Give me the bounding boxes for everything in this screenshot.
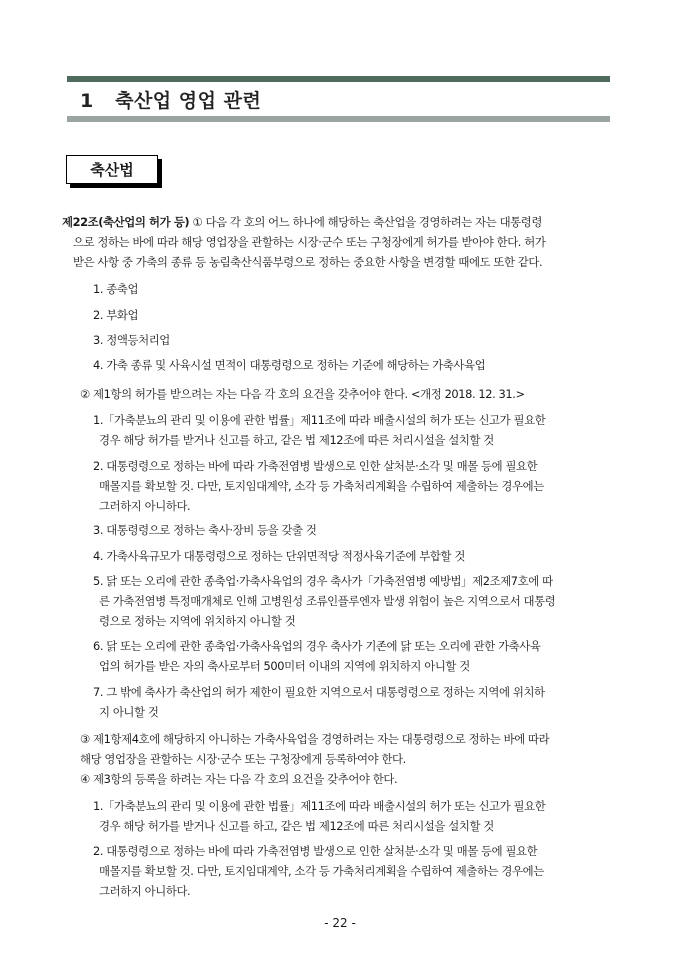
- p2-item-2-line-1: 2. 대통령령으로 정하는 바에 따라 가축전염병 발생으로 인한 살처분·소각 및 매몰 등에 필요한: [93, 459, 538, 473]
- header-rule-dark: [67, 76, 610, 82]
- p2-item-2-line-2: 매몰지를 확보할 것. 다만, 토지임대계약, 소각 등 가축처리계획을 수립하여 제출하는 경우에는: [99, 479, 544, 493]
- article-p1-line-2: 으로 정하는 바에 따라 해당 영업장을 관할하는 시장·군수 또는 구청장에게 허가를 받아야 한다. 허가: [73, 235, 546, 249]
- page-number: - 22 -: [324, 916, 356, 930]
- p2-item-4: 4. 가축사육규모가 대통령령으로 정하는 단위면적당 적정사육기준에 부합할 것: [93, 549, 465, 563]
- article-p3-line-2: 해당 영업장을 관할하는 시장·군수 또는 구청장에게 등록하여야 한다.: [80, 752, 406, 766]
- p4-item-1-line-1: 1.「가축분뇨의 관리 및 이용에 관한 법률」제11조에 따라 배출시설의 허가 또는 신고가 필요한: [93, 799, 546, 813]
- p2-item-1-line-2: 경우 해당 허가를 받거나 신고를 하고, 같은 법 제12조에 따른 처리시설을 설치할 것: [99, 433, 494, 447]
- p4-item-2-line-3: 그러하지 아니하다.: [99, 884, 191, 898]
- p2-item-5-line-1: 5. 닭 또는 오리에 관한 종축업·가축사육업의 경우 축사가「가축전염병 예방법」제2조제7호에 따: [93, 574, 553, 588]
- p4-item-1-line-2: 경우 해당 허가를 받거나 신고를 하고, 같은 법 제12조에 따른 처리시설을 설치할 것: [99, 819, 494, 833]
- article-p3-line-1: ③ 제1항제4호에 해당하지 아니하는 가축사육업을 경영하려는 자는 대통령령으로 정하는 바에 따라: [80, 732, 550, 746]
- p2-item-2-line-3: 그러하지 아니하다.: [99, 499, 191, 513]
- p2-item-6-line-1: 6. 닭 또는 오리에 관한 종축업·가축사육업의 경우 축사가 기존에 닭 또는 오리에 관한 가축사육: [93, 639, 541, 653]
- article-p1-text-1: ① 다음 각 호의 어느 하나에 해당하는 축산업을 경영하려는 자는 대통령령: [192, 215, 542, 229]
- section-number: 1: [80, 90, 94, 112]
- p4-item-2-line-2: 매몰지를 확보할 것. 다만, 토지임대계약, 소각 등 가축처리계획을 수립하여 제출하는 경우에는: [99, 864, 544, 878]
- p4-item-2-line-1: 2. 대통령령으로 정하는 바에 따라 가축전염병 발생으로 인한 살처분·소각 및 매몰 등에 필요한: [93, 844, 538, 858]
- p2-item-1-line-1: 1.「가축분뇨의 관리 및 이용에 관한 법률」제11조에 따라 배출시설의 허가 또는 신고가 필요한: [93, 413, 546, 427]
- article-p4: ④ 제3항의 등록을 하려는 자는 다음 각 호의 요건을 갖추어야 한다.: [80, 772, 398, 786]
- p1-item-3: 3. 정액등처리업: [93, 333, 170, 347]
- section-title-text: 축산업 영업 관련: [115, 90, 262, 112]
- header-rule-light: [67, 116, 610, 122]
- article-heading: 제22조(축산업의 허가 등): [62, 215, 190, 229]
- article-p1-line-3: 받은 사항 중 가축의 종류 등 농림축산식품부령으로 정하는 중요한 사항을 변경할 때에도 또한 같다.: [73, 255, 543, 269]
- p2-item-3: 3. 대통령령으로 정하는 축사·장비 등을 갖출 것: [93, 523, 317, 537]
- article-p1-line-1: [62, 212, 617, 232]
- law-label-box: [66, 155, 158, 184]
- law-label: 축산법: [90, 161, 134, 179]
- section-title: [80, 86, 261, 113]
- p2-item-6-line-2: 업의 허가를 받은 자의 축사로부터 500미터 이내의 지역에 위치하지 아니할 것: [99, 659, 470, 673]
- p2-item-5-line-3: 령으로 정하는 지역에 위치하지 아니할 것: [99, 614, 296, 628]
- p2-item-7-line-2: 지 아니할 것: [99, 705, 159, 719]
- p2-item-7-line-1: 7. 그 밖에 축사가 축산업의 허가 제한이 필요한 지역으로서 대통령령으로 정하는 지역에 위치하: [93, 685, 545, 699]
- p2-item-5-line-2: 른 가축전염병 특정매개체로 인해 고병원성 조류인플루엔자 발생 위험이 높은 지역으로서 대통령: [99, 594, 556, 608]
- p1-item-2: 2. 부화업: [93, 308, 139, 322]
- p1-item-1: 1. 종축업: [93, 282, 139, 296]
- p1-item-4: 4. 가축 종류 및 사육시설 면적이 대통령령으로 정하는 기준에 해당하는 가축사육업: [93, 358, 486, 372]
- article-p2: ② 제1항의 허가를 받으려는 자는 다음 각 호의 요건을 갖추어야 한다. <개정 2018. 12. 31.>: [80, 387, 525, 401]
